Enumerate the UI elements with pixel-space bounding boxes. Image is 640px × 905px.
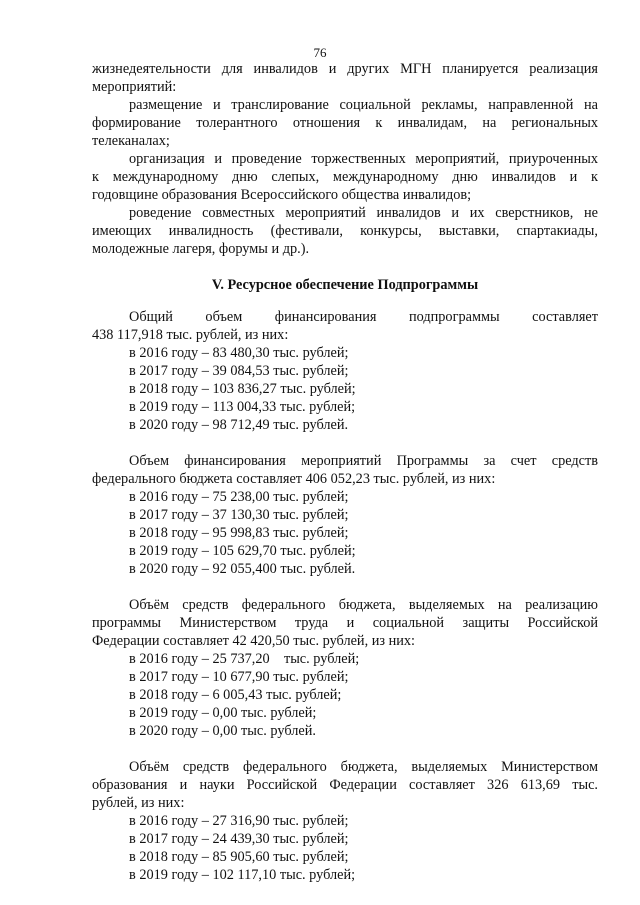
intro-paragraph-line: годовщине образования Всероссийского общества инвалидов;	[92, 187, 472, 203]
page-content	[92, 60, 598, 884]
paragraph-gap	[92, 578, 598, 596]
funding-year-item: в 2017 году – 37 130,30 тыс. рублей;	[129, 507, 349, 523]
funding-paragraph-line: Объем финансирования мероприятий Программы за счет средств	[129, 453, 598, 469]
funding-paragraph-line: образования и науки Российской Федерации составляет 326 613,69 тыс.	[92, 777, 598, 793]
funding-year-item: в 2019 году – 113 004,33 тыс. рублей;	[129, 399, 356, 415]
funding-block	[92, 758, 598, 884]
funding-block	[92, 452, 598, 578]
funding-paragraph-line: Объём средств федерального бюджета, выделяемых Министерством	[129, 759, 598, 775]
funding-year-item: в 2016 году – 25 737,20 тыс. рублей;	[129, 651, 360, 667]
funding-paragraph-line: рублей, из них:	[92, 795, 185, 811]
funding-year-item: в 2017 году – 10 677,90 тыс. рублей;	[129, 669, 349, 685]
funding-year-item: в 2019 году – 105 629,70 тыс. рублей;	[129, 543, 356, 559]
funding-block	[92, 596, 598, 740]
intro-paragraph	[92, 204, 598, 258]
intro-paragraph	[92, 60, 598, 96]
funding-paragraph-line: федерального бюджета составляет 406 052,23 тыс. рублей, из них:	[92, 471, 496, 487]
funding-year-item: в 2019 году – 102 117,10 тыс. рублей;	[129, 867, 356, 883]
funding-year-item: в 2016 году – 83 480,30 тыс. рублей;	[129, 345, 349, 361]
paragraph-gap	[92, 740, 598, 758]
intro-paragraph	[92, 150, 598, 204]
funding-paragraph-line: Федерации составляет 42 420,50 тыс. рублей, из них:	[92, 633, 416, 649]
intro-paragraph-line: молодежные лагеря, форумы и др.).	[92, 241, 310, 257]
intro-paragraph-line: жизнедеятельности для инвалидов и других МГН планируется реализация	[92, 61, 598, 77]
funding-year-item: в 2020 году – 92 055,400 тыс. рублей.	[129, 561, 356, 577]
funding-year-item: в 2018 году – 85 905,60 тыс. рублей;	[129, 849, 349, 865]
funding-year-item: в 2016 году – 75 238,00 тыс. рублей;	[129, 489, 349, 505]
funding-year-item: в 2020 году – 0,00 тыс. рублей.	[129, 723, 316, 739]
funding-year-item: в 2018 году – 6 005,43 тыс. рублей;	[129, 687, 342, 703]
intro-paragraph-line: организация и проведение торжественных мероприятий, приуроченных	[129, 151, 598, 167]
funding-year-item: в 2020 году – 98 712,49 тыс. рублей.	[129, 417, 349, 433]
funding-year-item: в 2018 году – 103 836,27 тыс. рублей;	[129, 381, 356, 397]
intro-paragraph-line: формирование толерантного отношения к инвалидам, на региональных	[92, 115, 598, 131]
intro-paragraph-line: размещение и транслирование социальной рекламы, направленной на	[129, 97, 598, 113]
funding-year-item: в 2019 году – 0,00 тыс. рублей;	[129, 705, 317, 721]
intro-paragraph-line: к международному дню слепых, международному дню инвалидов и к	[92, 169, 598, 185]
intro-paragraph-line: роведение совместных мероприятий инвалидов и их сверстников, не	[129, 205, 598, 221]
section-heading: V. Ресурсное обеспечение Подпрограммы	[211, 277, 479, 293]
intro-section	[92, 60, 598, 258]
funding-year-item: в 2016 году – 27 316,90 тыс. рублей;	[129, 813, 349, 829]
funding-blocks	[92, 308, 598, 884]
funding-paragraph-line: программы Министерством труда и социальной защиты Российской	[92, 615, 598, 631]
intro-paragraph-line: имеющих инвалидность (фестивали, конкурсы, выставки, спартакиады,	[92, 223, 598, 239]
paragraph-gap	[92, 434, 598, 452]
page-number: 76	[313, 45, 327, 60]
funding-year-item: в 2018 году – 95 998,83 тыс. рублей;	[129, 525, 349, 541]
funding-year-item: в 2017 году – 39 084,53 тыс. рублей;	[129, 363, 349, 379]
funding-paragraph-line: Объём средств федерального бюджета, выделяемых на реализацию	[129, 597, 598, 613]
intro-paragraph	[92, 96, 598, 150]
funding-block	[92, 308, 598, 434]
funding-paragraph-line: Общий объем финансирования подпрограммы составляет	[129, 309, 598, 325]
funding-year-item: в 2017 году – 24 439,30 тыс. рублей;	[129, 831, 349, 847]
funding-paragraph-line: 438 117,918 тыс. рублей, из них:	[92, 327, 289, 343]
intro-paragraph-line: телеканалах;	[92, 133, 170, 149]
intro-paragraph-line: мероприятий:	[92, 79, 177, 95]
